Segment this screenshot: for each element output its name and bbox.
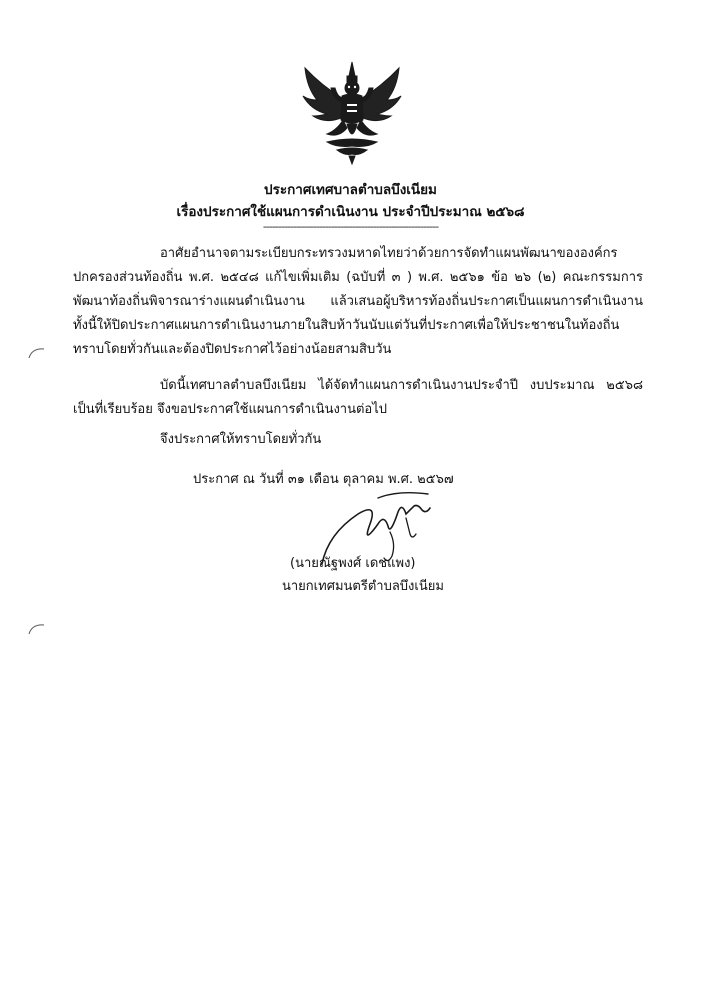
punch-hole-mark-icon — [28, 346, 46, 360]
announcement-date: ประกาศ ณ วันที่ ๓๑ เดือน ตุลาคม พ.ศ. ๒๕๖๗ — [193, 472, 454, 487]
garuda-emblem-icon — [297, 58, 407, 168]
body-paragraph-2: บัดนี้เทศบาลตำบลบึงเนียม ได้จัดทำแผนการดำเนินงานประจำปี งบประมาณ ๒๕๖๘ เป็นที่เรียบร้อย จึงขอประกาศใช้แผนการดำเนินงานต่อไป — [73, 378, 643, 417]
body-paragraph-1: อาศัยอำนาจตามระเบียบกระทรวงมหาดไทยว่าด้วยการจัดทำแผนพัฒนาขององค์กรปกครองส่วนท้องถิ่น พ.ศ. ๒๕๔๘ แก้ไขเพิ่มเติม (ฉบับที่ ๓ ) พ.ศ. ๒๕๖๑ ข้อ ๒๖ (๒) คณะกรรมการพัฒนาท้องถิ่นพิจารณาร่างแผนดำเนินงาน แล้วเสนอผู้บริหารท้องถิ่นประกาศเป็นแผนการดำเนินงาน ทั้งนี้ให้ปิดประกาศแผนการดำเนินงานภายในสิบห้าวันนับแต่วันที่ประกาศเพื่อให้ประชาชนในท้องถิ่นทราบโดยทั่วกันและต้องปิดประกาศไว้อย่างน้อยสามสิบวัน — [73, 246, 643, 357]
signatory-position: นายกเทศมนตรีตำบลบึงเนียม — [282, 579, 444, 594]
announcement-title: ประกาศเทศบาลตำบลบึงเนียม — [264, 182, 437, 198]
title-separator: ----------------------------------------------------------- — [262, 220, 439, 233]
announcement-subject: เรื่องประกาศใช้แผนการดำเนินงาน ประจำปีประมาณ ๒๕๖๘ — [176, 204, 525, 220]
signatory-name: (นายณัฐพงศ์ เดชแพง) — [290, 556, 416, 571]
punch-hole-mark-icon — [28, 622, 46, 636]
closing-statement: จึงประกาศให้ทราบโดยทั่วกัน — [160, 432, 322, 447]
